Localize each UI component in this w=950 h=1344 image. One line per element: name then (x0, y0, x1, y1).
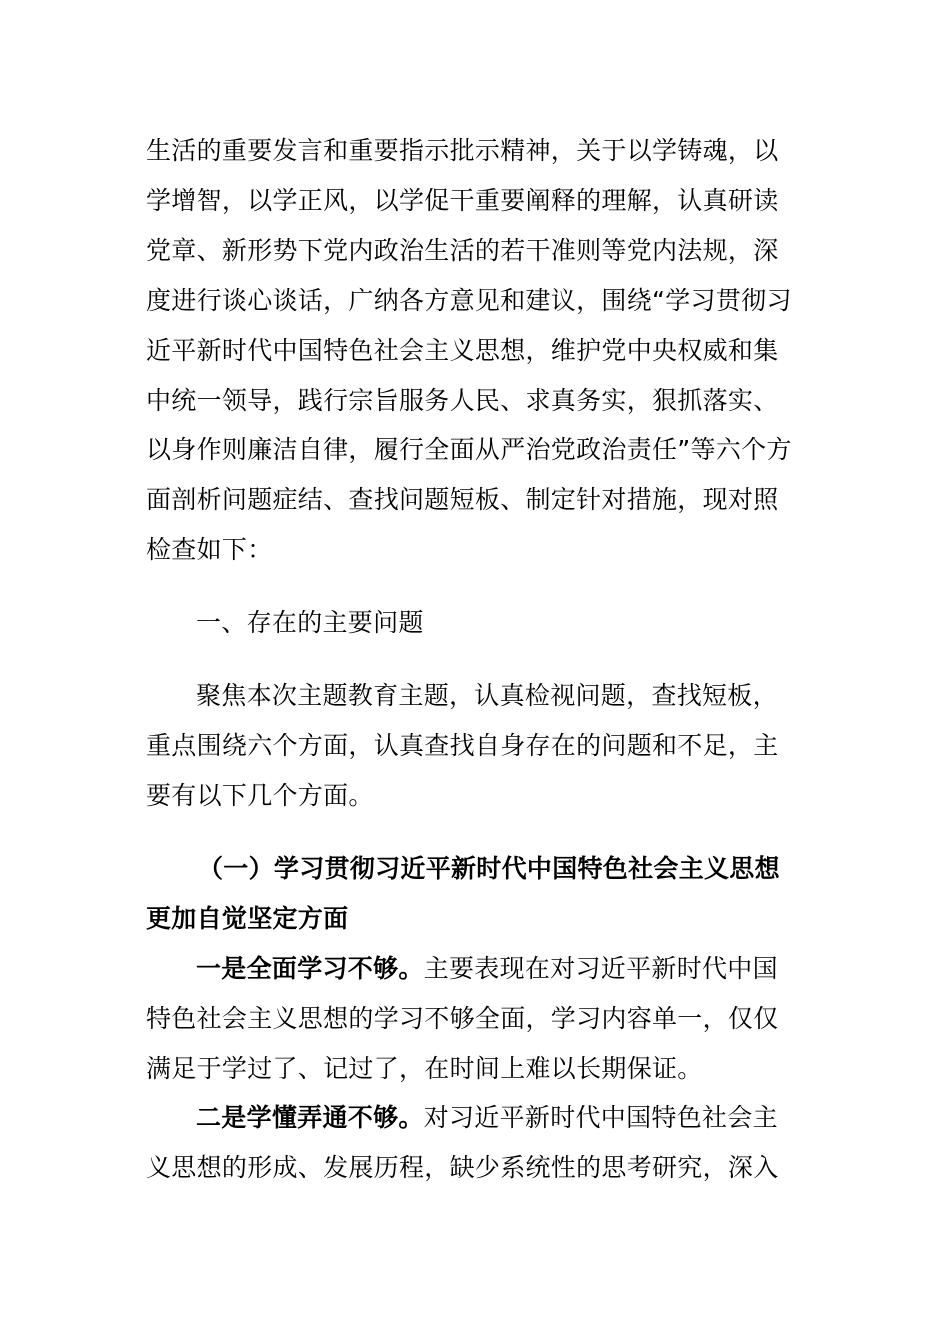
point-one-line-3: 满足于学过了、记过了，在时间上难以长期保证。 (146, 1054, 703, 1083)
point-one-text: 主要表现在对习近平新时代中国 (423, 954, 778, 983)
point-one-line-1 (196, 952, 778, 986)
intro-line-8: 面剖析问题症结、查找问题短板、制定针对措施，现对照 (146, 485, 779, 514)
intro-line-1: 生活的重要发言和重要指示批示精神，关于以学铸魂，以 (146, 136, 779, 165)
subheading-line-1: （一）学习贯彻习近平新时代中国特色社会主义思想 (198, 854, 780, 883)
intro-line-9: 检查如下： (146, 535, 273, 564)
point-one-lead: 一是全面学习不够。 (196, 954, 424, 983)
focus-line-1: 聚焦本次主题教育主题，认真检视问题，查找短板， (196, 681, 778, 710)
point-two-lead: 二是学懂弄通不够。 (196, 1103, 424, 1132)
point-two-line-2: 义思想的形成、发展历程，缺少系统性的思考研究，深入 (146, 1153, 779, 1182)
point-two-line-1 (196, 1101, 778, 1135)
section-one-heading: 一、存在的主要问题 (196, 608, 424, 637)
focus-line-2: 重点围绕六个方面，认真查找自身存在的问题和不足，主 (146, 731, 779, 760)
intro-line-6: 中统一领导，践行宗旨服务人民、求真务实，狠抓落实、 (146, 386, 779, 415)
focus-line-3: 要有以下几个方面。 (146, 781, 374, 810)
subheading-line-2: 更加自觉坚定方面 (146, 904, 349, 933)
intro-line-4: 度进行谈心谈话，广纳各方意见和建议，围绕“学习贯彻习 (146, 286, 792, 315)
intro-line-2: 学增智，以学正风，以学促干重要阐释的理解，认真研读 (146, 186, 779, 215)
point-one-line-2: 特色社会主义思想的学习不够全面，学习内容单一，仅仅 (146, 1004, 779, 1033)
intro-line-7: 以身作则廉洁自律，履行全面从严治党政治责任”等六个方 (146, 435, 792, 464)
intro-line-3: 党章、新形势下党内政治生活的若干准则等党内法规，深 (146, 236, 779, 265)
point-two-text: 对习近平新时代中国特色社会主 (423, 1103, 778, 1132)
intro-line-5: 近平新时代中国特色社会主义思想，维护党中央权威和集 (146, 336, 779, 365)
